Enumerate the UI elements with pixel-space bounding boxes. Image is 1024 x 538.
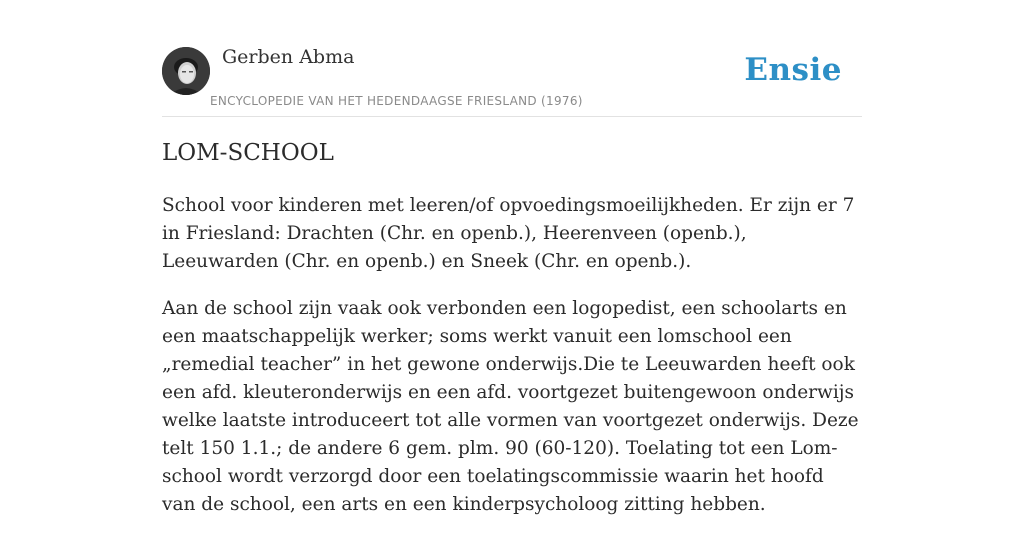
- article-body: [162, 192, 862, 538]
- author-name[interactable]: Gerben Abma: [222, 46, 355, 68]
- site-logo[interactable]: Ensie: [744, 52, 842, 88]
- article-header: [162, 0, 862, 117]
- author-portrait-icon: [162, 47, 210, 95]
- article-paragraph: School voor kinderen met leeren/of opvoedingsmoeilijkheden. Er zijn er 7 in Friesland: Drachten (Chr. en openb.), Heerenveen (openb.), Leeuwarden (Chr. en openb.) en Sneek (Chr. en openb.).: [162, 195, 855, 272]
- article-paragraph: Aan de school zijn vaak ook verbonden een logopedist, een schoolarts en een maatschappelijk werker; soms werkt vanuit een lomschool een „remedial teacher” in het gewone onderwijs.Die te Leeuwarden heeft ook een afd. kleuteronderwijs en een afd. voortgezet buitengewoon onderwijs welke laatste introduceert tot alle vormen van voortgezet onderwijs. Deze telt 150 1.1.; de andere 6 gem. plm. 90 (60-120). Toelating tot een Lom-school wordt verzorgd door een toelatingscommissie waarin het hoofd van de school, een arts en een kinderpsycholoog zitting hebben.: [162, 298, 859, 515]
- source-title[interactable]: ENCYCLOPEDIE VAN HET HEDENDAAGSE FRIESLAND (1976): [210, 94, 583, 108]
- article-title: LOM-SCHOOL: [162, 140, 334, 166]
- author-avatar[interactable]: [162, 47, 210, 95]
